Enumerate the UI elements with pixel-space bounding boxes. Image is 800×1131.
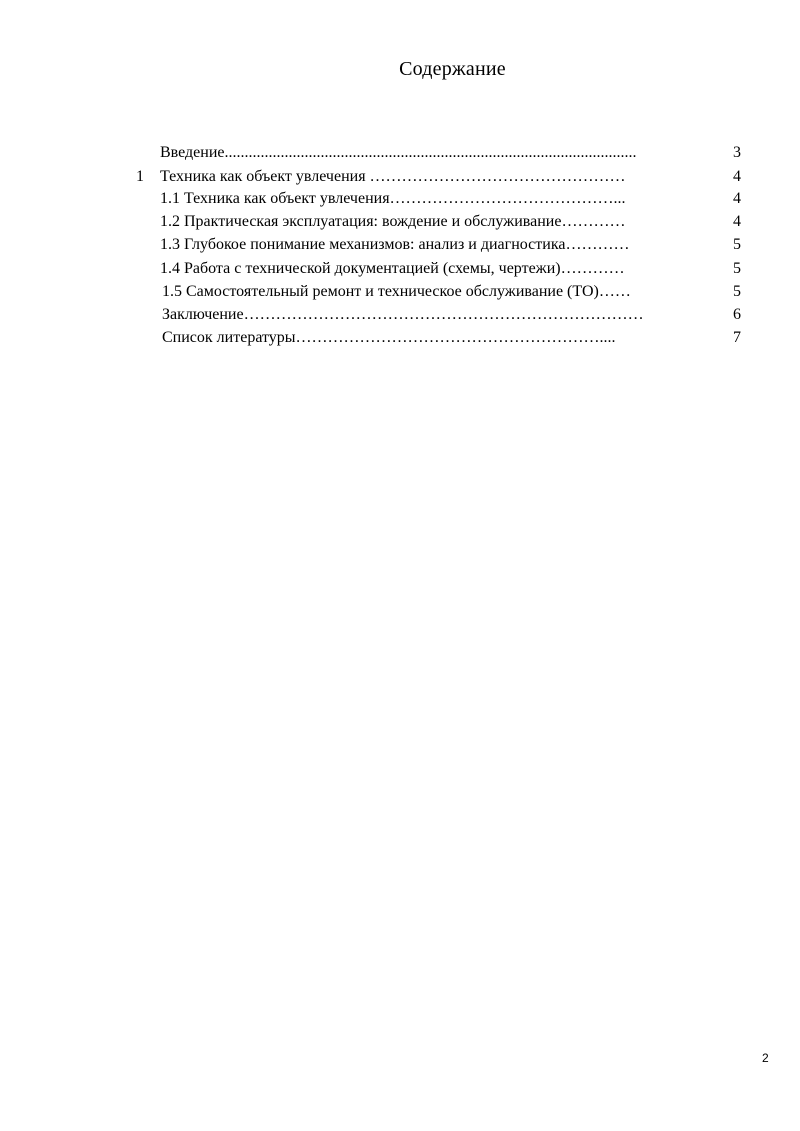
toc-entry-number: 1 [136, 168, 144, 185]
toc-entry-label: 1.1 Техника как объект увлечения……………………………………... [160, 190, 626, 207]
toc-entry-section-1-4 [0, 258, 800, 280]
toc-entry-label: Заключение………………………………………………………………… [162, 306, 644, 323]
toc-entry-page: 4 [733, 190, 741, 207]
toc-entry-page: 7 [733, 329, 741, 346]
toc-entry-section-1-1 [0, 188, 800, 210]
toc-entry-section-1-2 [0, 211, 800, 233]
toc-entry-page: 4 [733, 168, 741, 185]
toc-entry-references [0, 327, 800, 349]
toc-entry-label: 1.4 Работа с технической документацией (схемы, чертежи)………… [160, 260, 625, 277]
toc-entry-label: 1.3 Глубокое понимание механизмов: анализ и диагностика………… [160, 236, 630, 253]
toc-entry-label: Введение....................................................................................................... [160, 144, 637, 161]
toc-entry-page: 5 [733, 283, 741, 300]
toc-entry-section-1-5 [0, 281, 800, 303]
toc-entry-label: 1.5 Самостоятельный ремонт и техническое обслуживание (ТО)…… [162, 283, 631, 300]
toc-entry-label: Список литературы………………………………………………….... [162, 329, 616, 346]
page-number: 2 [762, 1051, 769, 1065]
toc-entry-page: 5 [733, 260, 741, 277]
toc-entry-label: 1.2 Практическая эксплуатация: вождение и обслуживание………… [160, 213, 626, 230]
document-title: Содержание [399, 58, 506, 80]
toc-entry-introduction [0, 142, 800, 164]
toc-entry-section-1-3 [0, 234, 800, 256]
toc-entry-conclusion [0, 304, 800, 326]
toc-entry-page: 5 [733, 236, 741, 253]
toc-entry-page: 4 [733, 213, 741, 230]
toc-entry-page: 3 [733, 144, 741, 161]
toc-entry-label: Техника как объект увлечения ………………………………………… [160, 168, 626, 185]
toc-entry-page: 6 [733, 306, 741, 323]
toc-entry-chapter-1 [0, 166, 800, 188]
